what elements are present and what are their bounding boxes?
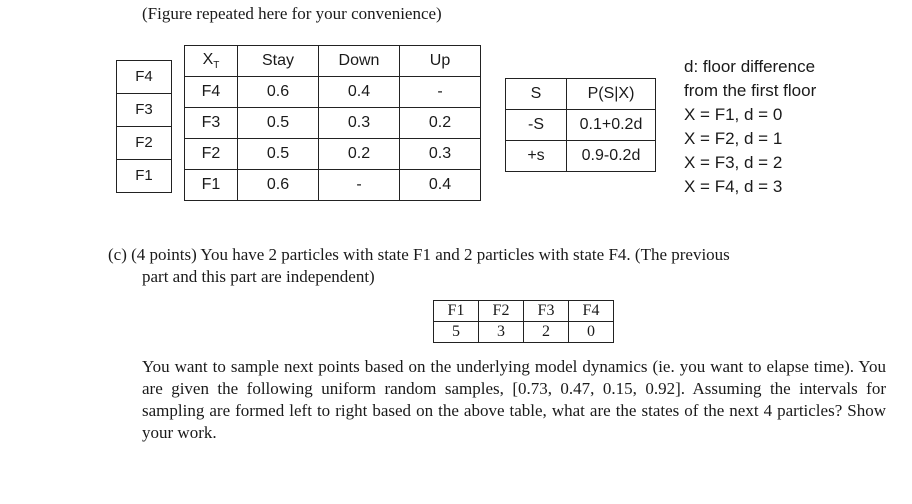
- table-cell: 0.1+0.2d: [567, 110, 656, 141]
- floor-cell: F4: [117, 61, 171, 94]
- table-cell: 3: [479, 322, 524, 343]
- header-stay: Stay: [238, 46, 319, 77]
- table-row: [185, 77, 481, 108]
- table-row: [434, 322, 614, 343]
- table-cell: 0.6: [238, 170, 319, 201]
- table-cell: 0.2: [400, 108, 481, 139]
- note-line: from the first floor: [684, 81, 817, 100]
- table-header-row: [185, 46, 481, 77]
- table-cell: 0.3: [400, 139, 481, 170]
- table-cell: 2: [524, 322, 569, 343]
- table-cell: 0.9-0.2d: [567, 141, 656, 172]
- table-cell: 0.4: [400, 170, 481, 201]
- header-up: Up: [400, 46, 481, 77]
- table-cell: F1: [185, 170, 238, 201]
- floor-cell: F2: [117, 127, 171, 160]
- note-line: X = F4, d = 3: [684, 177, 783, 196]
- table-cell: -: [319, 170, 400, 201]
- table-cell: 0.3: [319, 108, 400, 139]
- table-cell: F1: [434, 301, 479, 322]
- table-cell: 0.4: [319, 77, 400, 108]
- header-p-s-x: P(S|X): [567, 79, 656, 110]
- header-s: S: [506, 79, 567, 110]
- floor-stack: [116, 60, 172, 193]
- header-down: Down: [319, 46, 400, 77]
- table-header-row: [506, 79, 656, 110]
- table-cell: 0.6: [238, 77, 319, 108]
- table-cell: F2: [185, 139, 238, 170]
- floor-cell: F3: [117, 94, 171, 127]
- sensor-table: [505, 78, 656, 172]
- floor-difference-notes: [684, 55, 816, 199]
- table-cell: 0.2: [319, 139, 400, 170]
- note-line: X = F1, d = 0: [684, 105, 783, 124]
- table-cell: 0.5: [238, 139, 319, 170]
- question-paragraph: You want to sample next points based on the underlying model dynamics (ie. you want to elapse time). You are given the following uniform random samples, [0.73, 0.47, 0.15, 0.92]. Assuming the intervals for sampling are formed left to right based on the above table, what are the states of the next 4 particles? Show your work.: [142, 357, 886, 442]
- table-cell: 0: [569, 322, 614, 343]
- table-cell: F4: [185, 77, 238, 108]
- transition-table: [184, 45, 481, 201]
- part-c-line: (c) (4 points) You have 2 particles with state F1 and 2 particles with state F4. (The previous: [108, 245, 730, 264]
- table-cell: F2: [479, 301, 524, 322]
- table-row: [506, 110, 656, 141]
- part-c-line: part and this part are independent): [142, 267, 375, 286]
- table-cell: F3: [524, 301, 569, 322]
- table-row: [185, 170, 481, 201]
- table-cell: 0.5: [238, 108, 319, 139]
- table-cell: 5: [434, 322, 479, 343]
- table-cell: F3: [185, 108, 238, 139]
- note-line: d: floor difference: [684, 57, 816, 76]
- question-part-c: [108, 244, 888, 288]
- table-header-row: [434, 301, 614, 322]
- particle-count-table: [433, 300, 614, 343]
- note-line: X = F2, d = 1: [684, 129, 783, 148]
- header-x-t: $X_T$: [185, 46, 238, 77]
- table-row: [506, 141, 656, 172]
- note-line: X = F3, d = 2: [684, 153, 783, 172]
- figure-caption: (Figure repeated here for your convenience): [142, 4, 442, 23]
- floor-cell: F1: [135, 167, 153, 184]
- table-cell: F4: [569, 301, 614, 322]
- table-cell: -: [400, 77, 481, 108]
- table-row: [185, 108, 481, 139]
- table-cell: +s: [506, 141, 567, 172]
- table-cell: -S: [506, 110, 567, 141]
- table-row: [185, 139, 481, 170]
